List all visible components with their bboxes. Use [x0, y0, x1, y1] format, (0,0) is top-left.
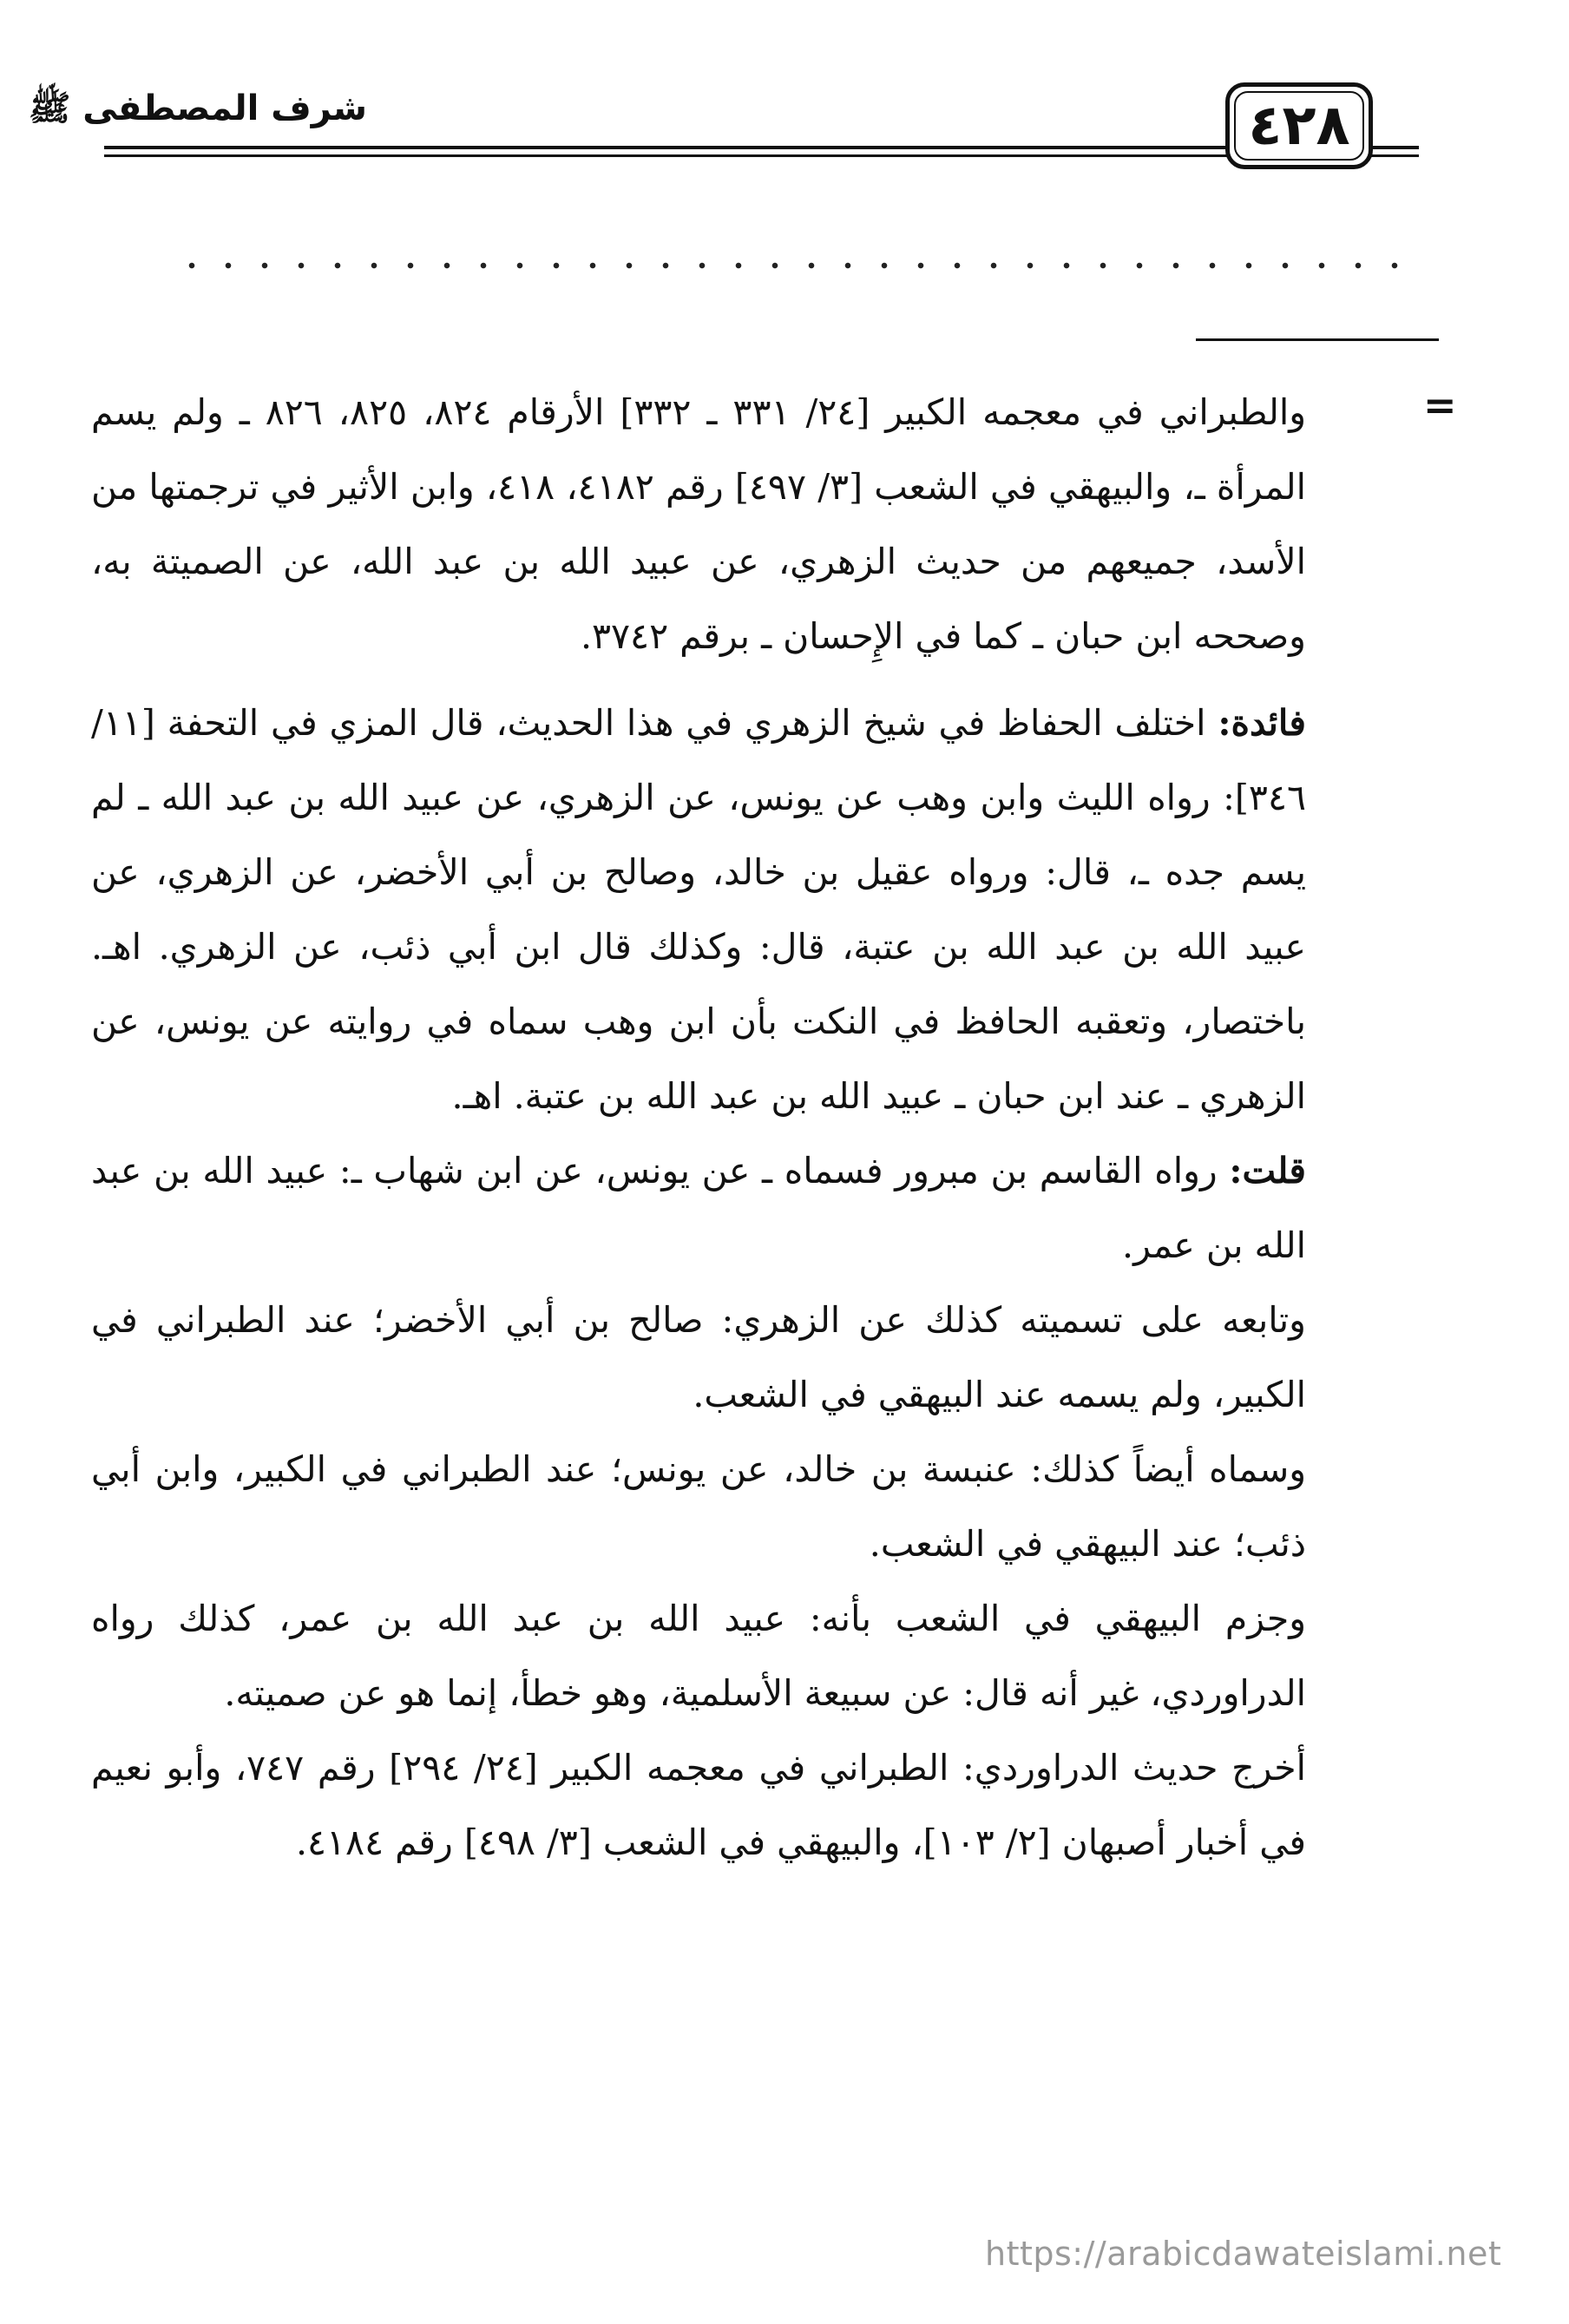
paragraph-text: وجزم البيهقي في الشعب بأنه: عبيد الله بن عبد الله بن عمر، كذلك رواه الدراوردي، غير أنه قال: عن سبيعة الأسلمية، وهو خطأ، إنما هو عن صميته. — [91, 1598, 1306, 1714]
footnote-paragraph — [91, 1730, 1306, 1880]
running-title: شرف المصطفى ﷺ — [28, 89, 367, 128]
paragraph-lead: فائدة: — [1218, 702, 1306, 744]
footnote-rule — [1196, 338, 1439, 341]
paragraph-text: أخرج حديث الدراوردي: الطبراني في معجمه الكبير [٢٤/ ٢٩٤] رقم ٧٤٧، وأبو نعيم في أخبار أصبهان [٢/ ١٠٣]، والبيهقي في الشعب [٣/ ٤٩٨] رقم ٤١٨٤. — [91, 1747, 1306, 1863]
header-rule — [104, 146, 1419, 149]
paragraph-text: رواه القاسم بن مبرور فسماه ـ عن يونس، عن ابن شهاب ـ: عبيد الله بن عبد الله بن عمر. — [91, 1150, 1306, 1266]
page-number-frame — [1225, 82, 1373, 169]
paragraph-text: والطبراني في معجمه الكبير [٢٤/ ٣٣١ ـ ٣٣٢] الأرقام ٨٢٤، ٨٢٥، ٨٢٦ ـ ولم يسم المرأة ـ، والبيهقي في الشعب [٣/ ٤٩٧] رقم ٤١٨٢، ٤١٨، وابن الأثير في ترجمتها من الأسد، جميعهم من حديث الزهري، عن عبيد الله بن عبد الله، عن الصميتة به، وصححه ابن حبان ـ كما في الإِحسان ـ برقم ٣٧٤٢. — [91, 391, 1307, 657]
header-rule-inner — [104, 154, 1419, 157]
page-number: ٤٢٨ — [1248, 94, 1350, 158]
paragraph-text: اختلف الحفاظ في شيخ الزهري في هذا الحديث، قال المزي في التحفة [١١/ ٣٤٦]: رواه الليث وابن وهب عن يونس، عن الزهري، عن عبيد الله بن عبد الله ـ لم يسم جده ـ، قال: ورواه عقيل بن خالد، وصالح بن أبي الأخضر، عن الزهري، عن عبيد الله بن عبد الله بن عتبة، قال: وكذلك قال ابن أبي ذئب، عن الزهري. اهـ. باختصار، وتعقبه الحافظ في النكت بأن ابن وهب سماه في روايته عن يونس، عن الزهري ـ عند ابن حبان ـ عبيد الله بن عبد الله بن عتبة. اهـ. — [91, 702, 1306, 1117]
footnote-paragraph — [91, 1581, 1306, 1730]
footnote-text — [91, 375, 1306, 1880]
paragraph-text: وسماه أيضاً كذلك: عنبسة بن خالد، عن يونس؛ عند الطبراني في الكبير، وابن أبي ذئب؛ عند البيهقي في الشعب. — [91, 1448, 1306, 1565]
footnote-paragraph — [91, 1133, 1306, 1283]
footnote-paragraph — [91, 1283, 1306, 1432]
continuation-mark: = — [1423, 382, 1457, 429]
footnote-paragraph — [91, 375, 1306, 673]
dotted-divider — [174, 262, 1406, 269]
watermark-url: https://arabicdawateislami.net — [985, 2235, 1502, 2273]
footnote-paragraph — [91, 1432, 1306, 1581]
footnote-paragraph — [91, 686, 1306, 1133]
paragraph-text: وتابعه على تسميته كذلك عن الزهري: صالح بن أبي الأخضر؛ عند الطبراني في الكبير، ولم يسمه عند البيهقي في الشعب. — [91, 1299, 1306, 1415]
paragraph-lead: قلت: — [1229, 1150, 1306, 1192]
